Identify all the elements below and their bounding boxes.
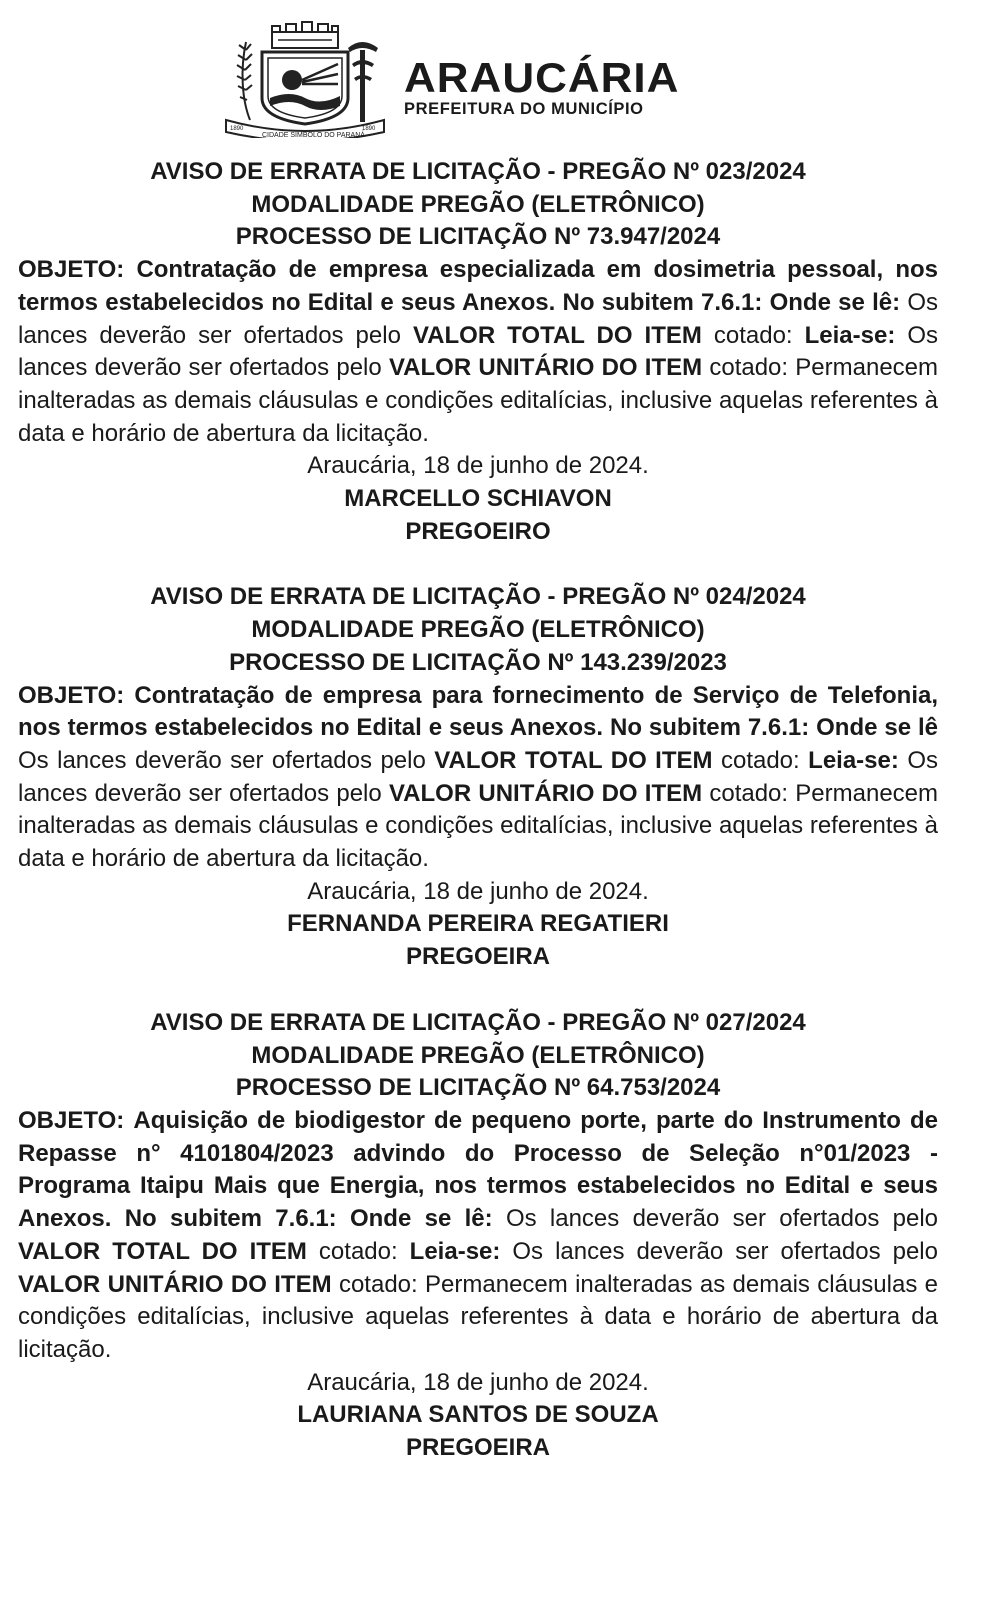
objeto-label: OBJETO: (18, 1106, 125, 1134)
errata-notice (18, 1007, 938, 1465)
signer-name: FERNANDA PEREIRA REGATIERI (287, 910, 669, 938)
leia-label: Leia-se: (808, 746, 899, 774)
signer-role: PREGOEIRA (405, 943, 551, 971)
onde-value: VALOR TOTAL DO ITEM (434, 746, 713, 774)
onde-text-end: cotado: (720, 746, 800, 774)
errata-notice (18, 581, 938, 973)
leia-text-end: cotado: Permanecem inalteradas as demais cláusulas e condições editalícias, inclusive aquelas referentes à data e horário de abertura da licitação. (18, 779, 939, 873)
notice-modality: MODALIDADE PREGÃO (ELETRÔNICO) (251, 190, 705, 218)
notice-date: Araucária, 18 de junho de 2024. (307, 452, 649, 480)
notice-date: Araucária, 18 de junho de 2024. (307, 1368, 649, 1396)
mural-crown-icon (272, 22, 338, 48)
leia-text: Os lances deverão ser ofertados pelo (18, 746, 938, 807)
notice-body (18, 254, 938, 450)
onde-text-end: cotado: (713, 321, 793, 349)
subitem-label: No subitem 7.6.1: Onde se lê: (562, 288, 901, 316)
objeto-text: Contratação de empresa para fornecimento de Serviço de Telefonia, nos termos estabelecidos no Edital e seus Anexos. (18, 681, 939, 742)
notice-body (18, 1105, 938, 1367)
signer-name: LAURIANA SANTOS DE SOUZA (297, 1401, 659, 1429)
leia-text-end: cotado: Permanecem inalteradas as demais cláusulas e condições editalícias, inclusive aquelas referentes à data e horário de abertura da licitação. (18, 354, 939, 447)
signer-name: MARCELLO SCHIAVON (344, 485, 612, 513)
notice-title: AVISO DE ERRATA DE LICITAÇÃO - PREGÃO Nº 023/2024 (150, 158, 806, 185)
notice-process: PROCESSO DE LICITAÇÃO Nº 64.753/2024 (235, 1074, 721, 1102)
shield-icon (262, 52, 348, 124)
errata-notice (18, 156, 938, 548)
leia-text: Os lances deverão ser ofertados pelo (18, 321, 939, 382)
brand-name: ARAUCÁRIA (404, 55, 680, 102)
page-header (220, 20, 760, 138)
araucaria-tree-icon (348, 42, 378, 122)
onde-text: Os lances deverão ser ofertados pelo (505, 1205, 939, 1233)
subitem-label: No subitem 7.6.1: Onde se lê: (124, 1205, 493, 1233)
notice-modality: MODALIDADE PREGÃO (ELETRÔNICO) (251, 1041, 705, 1069)
leia-label: Leia-se: (409, 1237, 501, 1265)
municipal-coat-of-arms (220, 20, 390, 138)
notice-process: PROCESSO DE LICITAÇÃO Nº 73.947/2024 (235, 223, 721, 251)
onde-text-end: cotado: (318, 1237, 398, 1265)
objeto-text: Aquisição de biodigestor de pequeno porte, parte do Instrumento de Repasse n° 4101804/2023 advindo do Processo de Seleção n°01/2023 - Programa Itaipu Mais que Energia, nos termos estabelecidos no Edital e seus Anexos. (18, 1106, 938, 1233)
notice-title: AVISO DE ERRATA DE LICITAÇÃO - PREGÃO Nº 024/2024 (150, 583, 806, 611)
signer-role: PREGOEIRA (405, 1434, 551, 1462)
notice-modality: MODALIDADE PREGÃO (ELETRÔNICO) (251, 616, 705, 644)
seal-year-right: 1890 (362, 126, 376, 132)
seal-year-left: 1890 (230, 126, 244, 132)
objeto-label: OBJETO: (18, 681, 125, 709)
notice-body (18, 680, 938, 876)
notice-process: PROCESSO DE LICITAÇÃO Nº 143.239/2023 (229, 648, 727, 676)
onde-text: Os lances deverão ser ofertados pelo (18, 746, 426, 774)
leia-label: Leia-se: (804, 321, 896, 349)
seal-motto: CIDADE SÍMBOLO DO PARANÁ (262, 132, 365, 138)
notice-title: AVISO DE ERRATA DE LICITAÇÃO - PREGÃO Nº 027/2024 (150, 1008, 806, 1036)
subitem-label: No subitem 7.6.1: Onde se lê (609, 714, 938, 742)
leia-value: VALOR UNITÁRIO DO ITEM (388, 354, 703, 382)
brand-subtitle: PREFEITURA DO MUNICÍPIO (404, 100, 644, 118)
document-body (18, 156, 938, 1465)
objeto-label: OBJETO: (18, 256, 125, 284)
objeto-text: Contratação de empresa especializada em dosimetria pessoal, nos termos estabelecidos no Edital e seus Anexos. (18, 256, 938, 316)
notice-date: Araucária, 18 de junho de 2024. (307, 877, 649, 905)
wheat-stalk-icon (237, 42, 252, 120)
leia-value: VALOR UNITÁRIO DO ITEM (18, 1270, 332, 1298)
onde-value: VALOR TOTAL DO ITEM (412, 321, 702, 349)
leia-value: VALOR UNITÁRIO DO ITEM (388, 779, 703, 807)
onde-text: Os lances deverão ser ofertados pelo (18, 288, 938, 349)
onde-value: VALOR TOTAL DO ITEM (18, 1237, 307, 1265)
leia-text-end: cotado: Permanecem inalteradas as demais cláusulas e condições editalícias, inclusive aquelas referentes à data e horário de abertura da licitação. (18, 1270, 939, 1363)
signer-role: PREGOEIRO (405, 517, 551, 545)
brand-block (404, 55, 680, 118)
leia-text: Os lances deverão ser ofertados pelo (512, 1237, 938, 1265)
